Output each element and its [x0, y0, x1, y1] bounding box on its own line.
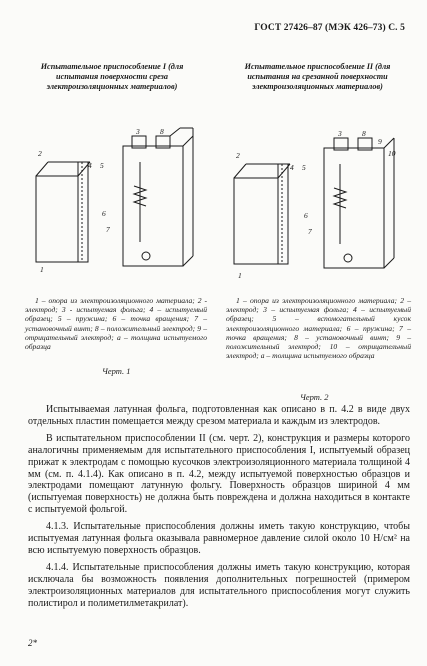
paragraph: В испытательном приспособлении II (см. черт. 2), конструкция и размеры которого аналогичны применяемым для испытательного приспособления I, испытуемый образец прижат к электродам с помощью кусочков электроизоляционного материала толщиной 4 мм (см. п. 4.1.4). Как описано в п. 4.2, между испытуемой поверхностью образцов и электродами помещают латунную фольгу. Поверхность образцов шириной 4 мм (испытуемая поверхность) не должна быть повреждена и должна находиться в контакте с испытуемой фольгой.	[28, 432, 410, 516]
fig2-label: 2	[236, 151, 240, 160]
fig2-label: 1	[238, 271, 242, 280]
body-text	[28, 404, 410, 615]
figure1-legend: 1 – опора из электроизоляционного материала; 2 - электрод; 3 - испытуемая фольга; 4 – испытуемый образец; 5 – пружина; 6 – точка вращения; 7 – установочный винт; 8 – положительный электрод; 9 – отрицательный электрод; а – толщина испытуемого образца	[25, 296, 207, 352]
fig2-label: 8	[362, 129, 366, 138]
fig2-label: 7	[308, 227, 312, 236]
page-number: 2*	[28, 638, 37, 648]
figure1-drawing	[28, 126, 208, 276]
paragraph: Испытываемая латунная фольга, подготовленная как описано в п. 4.2 в виде двух отдельных пластин помещается между срезом материала и каждым из электродов.	[28, 404, 410, 427]
fig1-label: 5	[100, 161, 104, 170]
paragraph: 4.1.3. Испытательные приспособления должны иметь такую конструкцию, чтобы испытуемая латунная фольга оказывала равномерное давление силой около 10 Н/см² на всю испытуемую поверхность образцов.	[28, 521, 410, 556]
fig2-label: 4	[290, 163, 294, 172]
fig2-label: 6	[304, 211, 308, 220]
fig1-label: 2	[38, 149, 42, 158]
figure2-caption: Черт. 2	[300, 392, 329, 402]
figure2-title: Испытательное приспособление II (для испытания на срезанной поверхности электроизоляционных материалов)	[244, 62, 391, 91]
figure2-drawing	[228, 126, 410, 286]
figure1-caption: Черт. 1	[102, 366, 131, 376]
figure2-legend: 1 – опора из электроизоляционного материала; 2 – электрод; 3 – испытуемая фольга; 4 – испытуемый образец; 5 – вспомогательный кусок электроизоляционного материала; 6 – пружина; 7 – точка вращения; 8 – установочный винт; 9 – положительный электрод; 10 – отрицательный электрод; а – толщина испытуемого образца	[226, 296, 411, 361]
paragraph: 4.1.4. Испытательные приспособления должны иметь такую конструкцию, которая исключала бы возможность появления дополнительных погрешностей (примером электроизоляционных материалов для испытательного приспособления могут служить полистирол и полиметилметакрилат).	[28, 561, 410, 609]
fig1-label: 1	[40, 265, 44, 274]
fig1-label: 7	[106, 225, 110, 234]
fig1-label: 8	[160, 127, 164, 136]
fig1-label: 6	[102, 209, 106, 218]
fig2-label: 3	[338, 129, 342, 138]
page-header: ГОСТ 27426–87 (МЭК 426–73) С. 5	[254, 23, 405, 33]
fig1-label: 4	[88, 161, 92, 170]
fig1-label: 3	[136, 127, 140, 136]
fig2-label: 9	[378, 137, 382, 146]
figure1-title: Испытательное приспособление I (для испытания поверхности среза электроизоляционных материалов)	[40, 62, 184, 91]
fig2-label: 5	[302, 163, 306, 172]
fig2-label: 10	[388, 149, 396, 158]
